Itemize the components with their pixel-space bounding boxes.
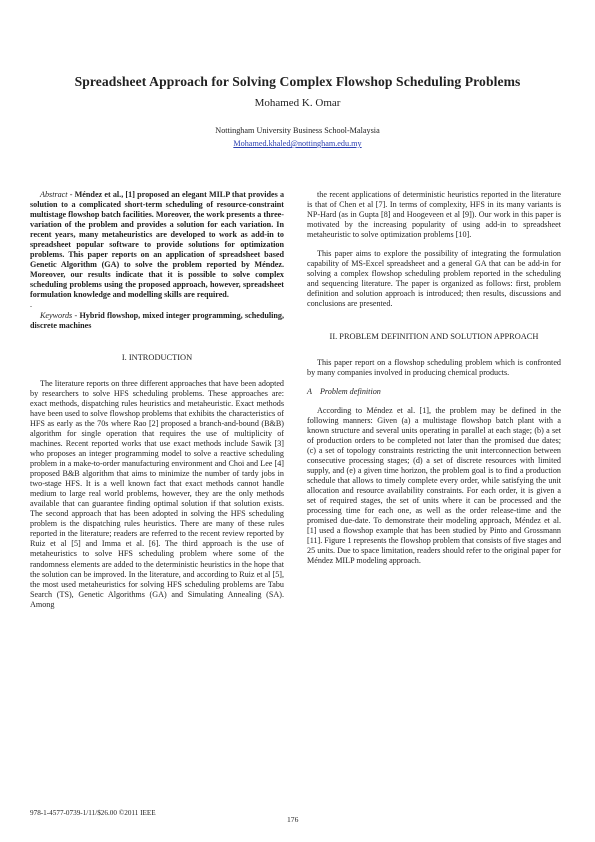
section-heading-introduction: I. INTRODUCTION — [121, 352, 193, 362]
section-heading-problem-definition: II. PROBLEM DEFINITION AND SOLUTION APPROACH — [329, 331, 539, 341]
paper-title: Spreadsheet Approach for Solving Complex Flowshop Scheduling Problems — [74, 74, 521, 89]
right-paragraph-4: According to Méndez et al. [1], the problem may be defined in the following manners: Given (a) a multistage flowshop batch plant with a known structure and several units operating in parallel at each stage; (b) a set of production orders to be completed not later than the promised due dates; (c) a set of topology constraints restricting the unit interconnection between consecutive processing stages; (d) a set of discrete resources with limited supply, and (e) a given time horizon, the problem goal is to find a production schedule that allows to timely complete every order, while satisfying the unit allocation and resource availability constraints. For each order, it is given a set of required stages, the set of units where it can be processed and the processing time for each one, as well as the order release-time and the promised due-date. To demonstrate their modeling approach, Méndez et al. [1] used a flowshop example that has been studied by Pinto and Grossmann [11]. Figure 1 represents the flowshop problem that consists of five stages and 25 units. Due to space limitation, readers should refer to the original paper for Méndez MILP modeling approach. — [307, 405, 562, 566]
abstract-label: Abstract - — [40, 190, 73, 199]
subsection-heading-problem-definition — [307, 387, 561, 397]
author-email-link[interactable]: Mohamed.khaled@nottingham.edu.my — [233, 139, 362, 148]
introduction-paragraph: The literature reports on three different approaches that have been adopted by researchers to solve HFS scheduling problems. These approaches are: exact methods, dispatching rules heuristics and metaheuristic. Exact methods have been used to solve flowshop problems that exhibits the characteristics of HFS as early as the 70s where Rao [2] proposed a branch-and-bound (B&B) algorithm for single operation that requires the use of multiplicity of machines. Recent reported works that use exact methods include Sawik [3] who proposes an integer programming model to solve a reactive scheduling problem in a make-to-order manufacturing environment and Choi and Lee [4] proposed B&B algorithm that aims to minimize the number of tardy jobs in two-stage HFS. It is a well known fact that exact methods cannot handle medium to large real world problems, however, they are the only methods available that can guarantee finding optimal solution if that solution exists. The second approach that has been adopted in solving the HFS scheduling problem is the dispatching rules heuristics. There are many of these rules reported in the literature; readers are referred to the recent review reported by Ruiz et al [5] and Imma et al. [6]. The third approach is the use of metaheuristics to solve HFS scheduling problem where some of the randomness elements are added to the deterministic heuristics in the hope that the solution can be improved. In the literature, and according to Ruiz et al [5], the most used metaheuristics for solving HFS scheduling problems are Tabu Search (TS), Genetic Algorithms (GA) and Simulating Annealing (SA). Among — [30, 378, 284, 609]
page-number: 176 — [287, 815, 299, 824]
left-column — [30, 190, 284, 610]
author-name: Mohamed K. Omar — [254, 97, 341, 109]
abstract-text: Méndez et al., [1] proposed an elegant MILP that provides a solution to a complicated short-term scheduling of resource-constraint multistage flowshop batch facilities. Moreover, the work presents a three-variation of the problem and provides a solution for each variation. In recent years, many metaheuristics are developed to work as add-in to spreadsheet popular software to provide solutions for optimization problems. This paper reports on an application of spreadsheet based Genetic Algorithm (GA) to solve the problem reported by Méndez. Moreover, our results indicate that it is possible to solve complex scheduling problems using the proposed approach, however, spreadsheet formulation knowledge and modelling skills are required. — [30, 190, 285, 300]
right-column — [307, 190, 561, 566]
author-affiliation: Nottingham University Business School-Malaysia — [215, 126, 380, 135]
keywords-text: Hybrid flowshop, mixed integer programming, scheduling, discrete machines — [30, 310, 284, 330]
right-paragraph-3: This paper report on a flowshop scheduling problem which is confronted by many companies involved in producing chemical products. — [307, 357, 561, 377]
abstract-dot: . — [30, 299, 32, 309]
right-paragraph-1: the recent applications of deterministic heuristics reported in the literature is that of Chen et al [7]. In terms of complexity, HFS in its many variants is NP-Hard (as in Gupta [8] and Hoogeveen et al [9]). Our work in this paper is motivated by the increasing popularity of using add-in to spreadsheet metaheuristic to solve optimization problems [10]. — [307, 190, 561, 240]
abstract-paragraph — [30, 190, 284, 301]
copyright-footer: 978-1-4577-0739-1/11/$26.00 ©2011 IEEE — [30, 809, 156, 817]
subsection-number: A — [307, 386, 312, 396]
subsection-title: Problem definition — [319, 386, 381, 396]
keywords-paragraph — [30, 311, 284, 331]
right-paragraph-2: This paper aims to explore the possibility of integrating the formulation capability of MS-Excel spreadsheet and a general GA that can be add-in for solving a complex flowshop scheduling problem reported in the scheduling and sequencing literature. The paper is organized as follows: first, problem definition and solution approach is introduced; then results, discussions and conclusions are presented. — [307, 249, 561, 309]
keywords-label: Keywords - — [40, 310, 78, 320]
